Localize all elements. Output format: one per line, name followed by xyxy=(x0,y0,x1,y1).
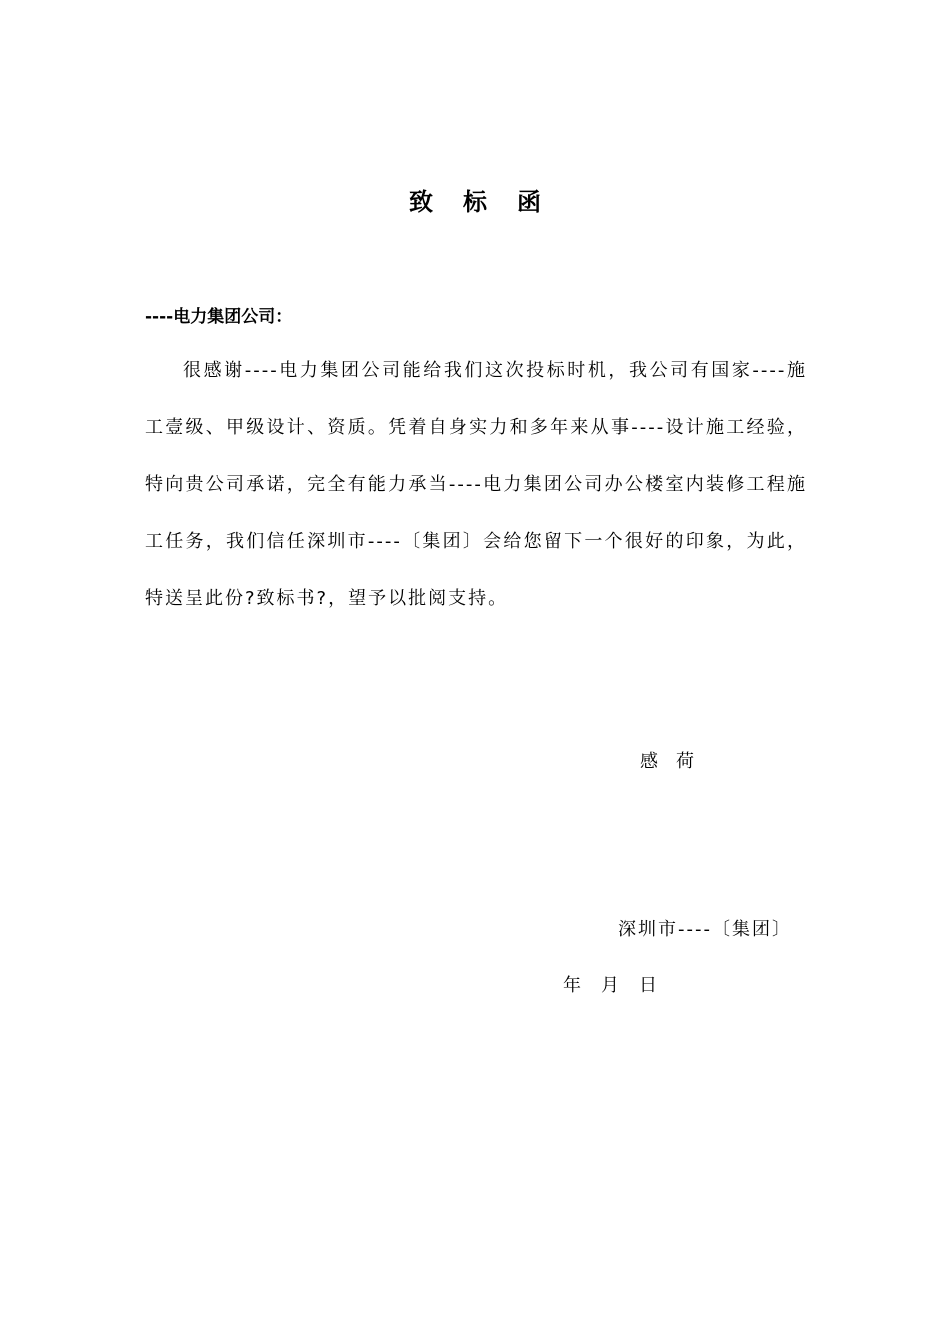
recipient-salutation: ----电力集团公司： xyxy=(145,307,293,327)
letter-body: 很感谢----电力集团公司能给我们这次投标时机，我公司有国家----施工壹级、甲级设计、资质。凭着自身实力和多年来从事----设计施工经验，特向贵公司承诺，完全有能力承当----电力集团公司办公楼室内装修工程施工任务，我们信任深圳市----〔集团〕会给您留下一个很好的印象，为此，特送呈此份?致标书?，望予以批阅支持。 xyxy=(145,360,807,609)
closing-thanks: 感荷 xyxy=(640,751,712,772)
signature-date: 年月日 xyxy=(563,975,677,996)
signature-company: 深圳市----〔集团〕 xyxy=(618,919,792,940)
document-title: 致标函 xyxy=(409,188,571,216)
